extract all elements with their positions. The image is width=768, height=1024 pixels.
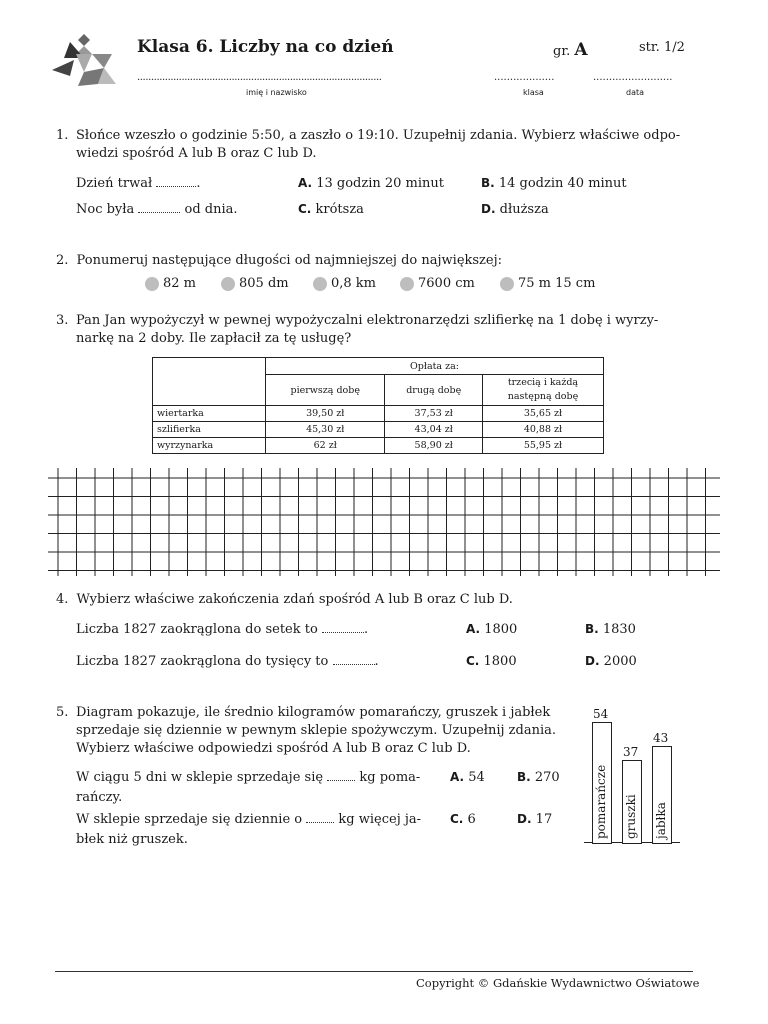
table-cell: 37,53 zł: [385, 406, 482, 422]
name-caption: imię i nazwisko: [246, 88, 307, 97]
option-letter: C.: [466, 654, 480, 668]
date-field[interactable]: .........................: [593, 72, 673, 83]
tangram-logo: [48, 32, 118, 88]
fruit-bar-chart: [584, 706, 680, 844]
q1-option-a[interactable]: [298, 174, 444, 193]
sentence-text: Liczba 1827 zaokrąglona do setek to: [76, 622, 318, 637]
sentence-text: kg więcej ja-: [338, 812, 422, 827]
column-header: [482, 375, 603, 406]
sentence-text: rańczy.: [76, 790, 123, 805]
length-item[interactable]: [313, 275, 376, 293]
option-text: 1800: [483, 654, 517, 669]
sentence-text: Liczba 1827 zaokrąglona do tysięcy to: [76, 654, 329, 669]
option-text: 54: [468, 770, 485, 785]
answer-blank[interactable]: [138, 200, 180, 213]
price-table: [152, 357, 604, 454]
q4-option-d[interactable]: [585, 652, 637, 671]
sentence-text: od dnia.: [184, 202, 238, 217]
date-caption: data: [626, 88, 645, 97]
q1-option-c[interactable]: [298, 200, 364, 219]
q5-sentence-1: [76, 768, 420, 807]
q4-option-c[interactable]: [466, 652, 517, 671]
answer-blank[interactable]: [322, 620, 364, 633]
table-cell: 55,95 zł: [482, 438, 603, 454]
sentence-text: kg poma-: [359, 770, 421, 785]
q5-option-d[interactable]: [517, 810, 552, 829]
bar-category-label: gruszki: [624, 794, 638, 839]
number-circle[interactable]: [221, 277, 235, 291]
length-value: 82 m: [163, 276, 197, 291]
bar-value-label: 43: [653, 731, 669, 745]
option-text: 6: [467, 812, 476, 827]
option-letter: C.: [298, 202, 312, 216]
q1-sentence-1: [76, 174, 200, 193]
sentence-text: .: [374, 654, 379, 669]
group-prefix: gr.: [553, 44, 571, 59]
option-letter: B.: [585, 622, 599, 636]
option-text: 1830: [602, 622, 636, 637]
option-text: krótsza: [315, 202, 364, 217]
answer-grid[interactable]: [48, 468, 720, 576]
page-title: Klasa 6. Liczby na co dzień: [137, 37, 394, 57]
table-row: [153, 422, 604, 438]
sentence-text: W ciągu 5 dni w sklepie sprzedaje się: [76, 770, 324, 785]
table-cell: 62 zł: [266, 438, 385, 454]
number-circle[interactable]: [400, 277, 414, 291]
empty-corner-cell: [153, 358, 266, 406]
answer-blank[interactable]: [306, 810, 334, 823]
column-header: drugą dobę: [385, 375, 482, 406]
question-text-line: Wybierz właściwe odpowiedzi spośród A lub B oraz C lub D.: [76, 741, 471, 756]
option-letter: C.: [450, 812, 464, 826]
option-text: 1800: [484, 622, 518, 637]
question-text: [76, 704, 556, 758]
question-text-line: narkę na 2 doby. Ile zapłacił za tę usługę?: [76, 331, 352, 346]
q5-option-a[interactable]: [450, 768, 485, 787]
question-text: [76, 312, 658, 348]
question-text-line: Diagram pokazuje, ile średnio kilogramów pomarańczy, gruszek i jabłek: [76, 705, 551, 720]
question-text: [76, 127, 680, 163]
table-row: [153, 406, 604, 422]
option-letter: A.: [466, 622, 481, 636]
length-item[interactable]: [221, 275, 289, 293]
table-cell: 35,65 zł: [482, 406, 603, 422]
row-header: wyrzynarka: [153, 438, 266, 454]
bar-value-label: 37: [623, 745, 639, 759]
group-label: [553, 40, 588, 60]
sentence-text: błek niż gruszek.: [76, 832, 188, 847]
group-letter: A: [574, 40, 588, 60]
question-number: 3.: [56, 313, 69, 328]
table-cell: 58,90 zł: [385, 438, 482, 454]
question-number: 5.: [56, 705, 69, 720]
row-header: szlifierka: [153, 422, 266, 438]
question-text-line: Pan Jan wypożyczył w pewnej wypożyczalni elektronarzędzi szlifierkę na 1 dobę i wyrzy-: [76, 313, 659, 328]
q4-sentence-1: [76, 620, 368, 639]
option-letter: D.: [517, 812, 532, 826]
length-value: 75 m 15 cm: [518, 276, 596, 291]
length-value: 0,8 km: [331, 276, 377, 291]
sentence-text: Dzień trwał: [76, 176, 153, 191]
page-number: str. 1/2: [639, 40, 685, 55]
option-letter: D.: [481, 202, 496, 216]
q1-option-b[interactable]: [481, 174, 627, 193]
option-letter: B.: [481, 176, 495, 190]
q4-option-a[interactable]: [466, 620, 517, 639]
answer-blank[interactable]: [327, 768, 355, 781]
bar-value-label: 54: [593, 707, 609, 721]
question-number: 4.: [56, 592, 69, 607]
copyright: Copyright © Gdańskie Wydawnictwo Oświatowe: [416, 976, 700, 990]
number-circle[interactable]: [145, 277, 159, 291]
question-4: [56, 591, 513, 609]
length-item[interactable]: [500, 275, 595, 293]
class-field[interactable]: ...................: [494, 72, 555, 83]
length-value: 805 dm: [239, 276, 289, 291]
sentence-text: .: [363, 622, 369, 637]
option-text: 17: [535, 812, 553, 827]
q5-option-c[interactable]: [450, 810, 476, 829]
length-item[interactable]: [400, 275, 475, 293]
sentence-text: W sklepie sprzedaje się dziennie o: [76, 812, 303, 827]
question-text-line: Słońce wzeszło o godzinie 5:50, a zaszło o 19:10. Uzupełnij zdania. Wybierz właściwe odpo-: [76, 128, 681, 143]
q4-sentence-2: [76, 652, 379, 671]
class-caption: klasa: [523, 88, 544, 97]
bar-category-label: pomarańcze: [594, 764, 608, 839]
option-letter: A.: [298, 176, 313, 190]
option-text: dłuższa: [499, 202, 549, 217]
option-letter: B.: [517, 770, 531, 784]
question-2: [56, 252, 502, 270]
column-header-line: trzecią i każdą: [507, 377, 579, 388]
option-letter: A.: [450, 770, 465, 784]
option-text: 14 godzin 40 minut: [498, 176, 627, 191]
option-text: 2000: [603, 654, 637, 669]
table-cell: 45,30 zł: [266, 422, 385, 438]
table-row: [153, 438, 604, 454]
question-number: 1.: [56, 128, 69, 143]
footer-rule: [55, 971, 693, 972]
question-text-line: sprzedaje się dziennie w pewnym sklepie spożywczym. Uzupełnij zdania.: [76, 723, 557, 738]
table-cell: 39,50 zł: [266, 406, 385, 422]
table-cell: 40,88 zł: [482, 422, 603, 438]
q5-sentence-2: [76, 810, 421, 849]
q1-option-d[interactable]: [481, 200, 549, 219]
q5-option-b[interactable]: [517, 768, 560, 787]
answer-blank[interactable]: [156, 174, 196, 187]
column-header: pierwszą dobę: [266, 375, 385, 406]
answer-blank[interactable]: [333, 652, 375, 665]
length-item[interactable]: [145, 275, 196, 293]
table-cell: 43,04 zł: [385, 422, 482, 438]
question-text-line: wiedzi spośród A lub B oraz C lub D.: [76, 146, 317, 161]
question-text: Ponumeruj następujące długości od najmniejszej do największej:: [76, 253, 503, 268]
name-field[interactable]: ........................................................................................: [137, 72, 382, 83]
q4-option-b[interactable]: [585, 620, 636, 639]
number-circle[interactable]: [500, 277, 514, 291]
question-text: Wybierz właściwe zakończenia zdań spośród A lub B oraz C lub D.: [76, 592, 513, 607]
option-letter: D.: [585, 654, 600, 668]
bar-category-label: jabłka: [654, 802, 668, 839]
option-text: 270: [534, 770, 560, 785]
sentence-text: .: [196, 176, 201, 191]
row-header: wiertarka: [153, 406, 266, 422]
sentence-text: Noc była: [76, 202, 135, 217]
column-header-line: następną dobę: [507, 391, 579, 402]
option-text: 13 godzin 20 minut: [316, 176, 445, 191]
q1-sentence-2: [76, 200, 238, 219]
length-value: 7600 cm: [418, 276, 475, 291]
number-circle[interactable]: [313, 277, 327, 291]
table-group-header: Opłata za:: [266, 358, 604, 375]
question-number: 2.: [56, 253, 69, 268]
